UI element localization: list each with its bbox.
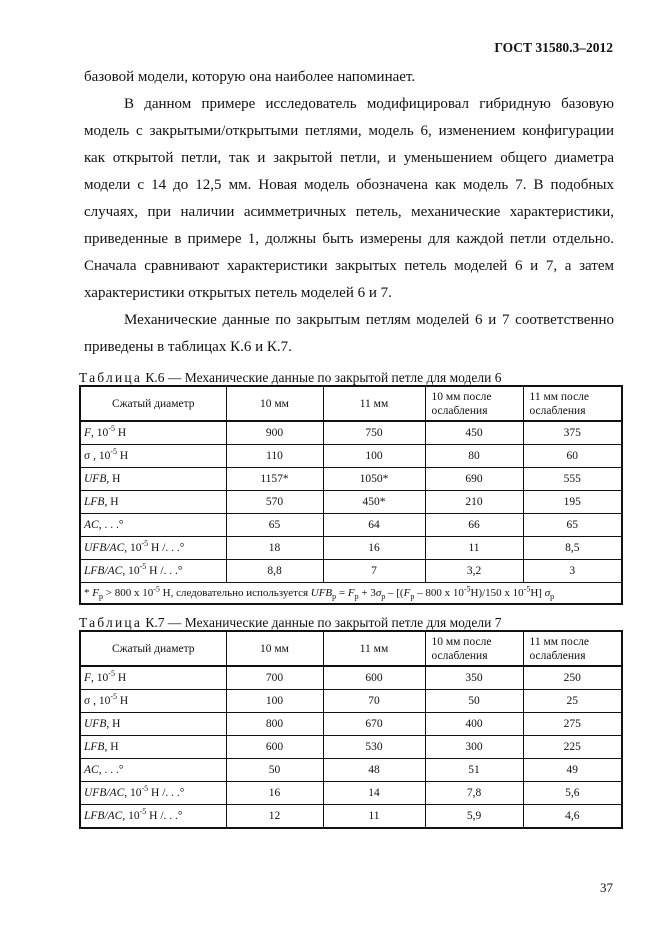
header-cell: 11 мм после ослабления — [523, 386, 622, 421]
table-cell: 5,6 — [523, 782, 622, 805]
row-label: LFB, Н — [80, 491, 226, 514]
table-cell: 670 — [323, 713, 425, 736]
header-cell: 11 мм — [323, 631, 425, 666]
table-footnote-row — [80, 583, 622, 605]
table-k7-caption — [79, 615, 501, 631]
table-cell: 70 — [323, 690, 425, 713]
table-cell: 225 — [523, 736, 622, 759]
table-cell: 7 — [323, 560, 425, 583]
table-cell: 600 — [226, 736, 323, 759]
table-row — [80, 736, 622, 759]
table-cell: 66 — [425, 514, 523, 537]
caption-text: К.7 — Механические данные по закрытой петле для модели 7 — [142, 615, 502, 630]
table-cell: 65 — [226, 514, 323, 537]
caption-word: Таблица — [79, 615, 143, 630]
header-cell: 10 мм после ослабления — [425, 631, 523, 666]
table-cell: 11 — [425, 537, 523, 560]
table-row — [80, 537, 622, 560]
table-cell: 8,5 — [523, 537, 622, 560]
body-text — [84, 64, 614, 361]
row-label: LFB/AC, $10^{-5}$ Н /. . .° — [80, 560, 226, 583]
table-cell: 100 — [323, 445, 425, 468]
header-cell: 10 мм — [226, 631, 323, 666]
table-cell: 4,6 — [523, 805, 622, 829]
table-cell: 450* — [323, 491, 425, 514]
table-k7 — [79, 630, 623, 829]
table-cell: 65 — [523, 514, 622, 537]
row-label: UFB/AC, $10^{-5}$ Н /. . .° — [80, 782, 226, 805]
table-cell: 400 — [425, 713, 523, 736]
row-label: UFB, Н — [80, 468, 226, 491]
table-cell: 25 — [523, 690, 622, 713]
table-cell: 110 — [226, 445, 323, 468]
table-cell: 16 — [226, 782, 323, 805]
table-cell: 375 — [523, 421, 622, 445]
row-label: UFB, Н — [80, 713, 226, 736]
row-label: LFB/AC, $10^{-5}$ Н /. . .° — [80, 805, 226, 829]
table-cell: 700 — [226, 666, 323, 690]
table-row — [80, 491, 622, 514]
table-cell: 49 — [523, 759, 622, 782]
table-cell: 12 — [226, 805, 323, 829]
row-label: σ , $10^{-5}$ Н — [80, 690, 226, 713]
table-cell: 100 — [226, 690, 323, 713]
table-cell: 14 — [323, 782, 425, 805]
paragraph-2: В данном примере исследователь модифицировал гибридную базовую модель с закрытыми/открытыми петлями, модель 6, изменением конфигурации как открытой петли, так и закрытой петли, и уменьшением общего диаметра модели с 14 до 12,5 мм. Новая модель обозначена как модель 7. В подобных случаях, при наличии асимметричных петель, механические характеристики, приведенные в примере 1, должны быть измерены для каждой петли отдельно. Сначала сравнивают характеристики закрытых петель моделей 6 и 7, а затем характеристики открытых петель моделей 6 и 7. — [84, 96, 614, 301]
table-cell: 570 — [226, 491, 323, 514]
table-row — [80, 560, 622, 583]
table-cell: 300 — [425, 736, 523, 759]
header-cell: Сжатый диаметр — [80, 386, 226, 421]
row-label: F, $10^{-5}$ Н — [80, 666, 226, 690]
table-cell: 3,2 — [425, 560, 523, 583]
header-cell: 11 мм после ослабления — [523, 631, 622, 666]
caption-text: К.6 — Механические данные по закрытой петле для модели 6 — [142, 370, 502, 385]
table-footnote: * $F_p > 800$ x $10^{-5}$ Н, следовательно используется $UFB_p = F_p + 3\sigma_p - [(F_p - 800$ x $10^{-5}Н)/150$ x $10^{-5}Н$] $\sigma_p$ — [80, 583, 622, 605]
table-cell: 16 — [323, 537, 425, 560]
header-cell: 10 мм — [226, 386, 323, 421]
page-number: 37 — [600, 880, 613, 895]
table-cell: 51 — [425, 759, 523, 782]
table-cell: 50 — [226, 759, 323, 782]
table-header-row — [80, 631, 622, 666]
table-cell: 64 — [323, 514, 425, 537]
table-row — [80, 690, 622, 713]
table-cell: 18 — [226, 537, 323, 560]
paragraph-3: Механические данные по закрытым петлям моделей 6 и 7 соответственно приведены в таблицах К.6 и К.7. — [84, 312, 614, 355]
paragraph-1: базовой модели, которую она наиболее напоминает. — [84, 69, 416, 85]
table-row — [80, 468, 622, 491]
row-label: UFB/AC, $10^{-5}$ Н /. . .° — [80, 537, 226, 560]
table-cell: 50 — [425, 690, 523, 713]
table-row — [80, 713, 622, 736]
header-cell: Сжатый диаметр — [80, 631, 226, 666]
table-k6 — [79, 385, 623, 605]
row-label: AC, . . .° — [80, 514, 226, 537]
header-cell: 11 мм — [323, 386, 425, 421]
table-cell: 530 — [323, 736, 425, 759]
table-k6-caption — [79, 370, 501, 386]
table-cell: 250 — [523, 666, 622, 690]
table-cell: 60 — [523, 445, 622, 468]
table-row — [80, 514, 622, 537]
table-row — [80, 421, 622, 445]
table-cell: 8,8 — [226, 560, 323, 583]
table-cell: 750 — [323, 421, 425, 445]
table-row — [80, 445, 622, 468]
row-label: AC, . . .° — [80, 759, 226, 782]
table-cell: 11 — [323, 805, 425, 829]
table-cell: 900 — [226, 421, 323, 445]
table-cell: 555 — [523, 468, 622, 491]
table-cell: 3 — [523, 560, 622, 583]
table-cell: 800 — [226, 713, 323, 736]
table-cell: 600 — [323, 666, 425, 690]
caption-word: Таблица — [79, 370, 143, 385]
table-row — [80, 666, 622, 690]
header-cell: 10 мм после ослабления — [425, 386, 523, 421]
table-cell: 210 — [425, 491, 523, 514]
row-label: F, $10^{-5}$ Н — [80, 421, 226, 445]
row-label: LFB, Н — [80, 736, 226, 759]
table-row — [80, 759, 622, 782]
table-row — [80, 782, 622, 805]
table-cell: 5,9 — [425, 805, 523, 829]
table-cell: 350 — [425, 666, 523, 690]
table-cell: 1050* — [323, 468, 425, 491]
table-cell: 690 — [425, 468, 523, 491]
document-header: ГОСТ 31580.3–2012 — [494, 40, 613, 55]
table-cell: 275 — [523, 713, 622, 736]
row-label: σ , $10^{-5}$ Н — [80, 445, 226, 468]
table-cell: 1157* — [226, 468, 323, 491]
table-cell: 450 — [425, 421, 523, 445]
table-cell: 80 — [425, 445, 523, 468]
table-cell: 7,8 — [425, 782, 523, 805]
table-cell: 48 — [323, 759, 425, 782]
table-row — [80, 805, 622, 829]
table-header-row — [80, 386, 622, 421]
table-cell: 195 — [523, 491, 622, 514]
